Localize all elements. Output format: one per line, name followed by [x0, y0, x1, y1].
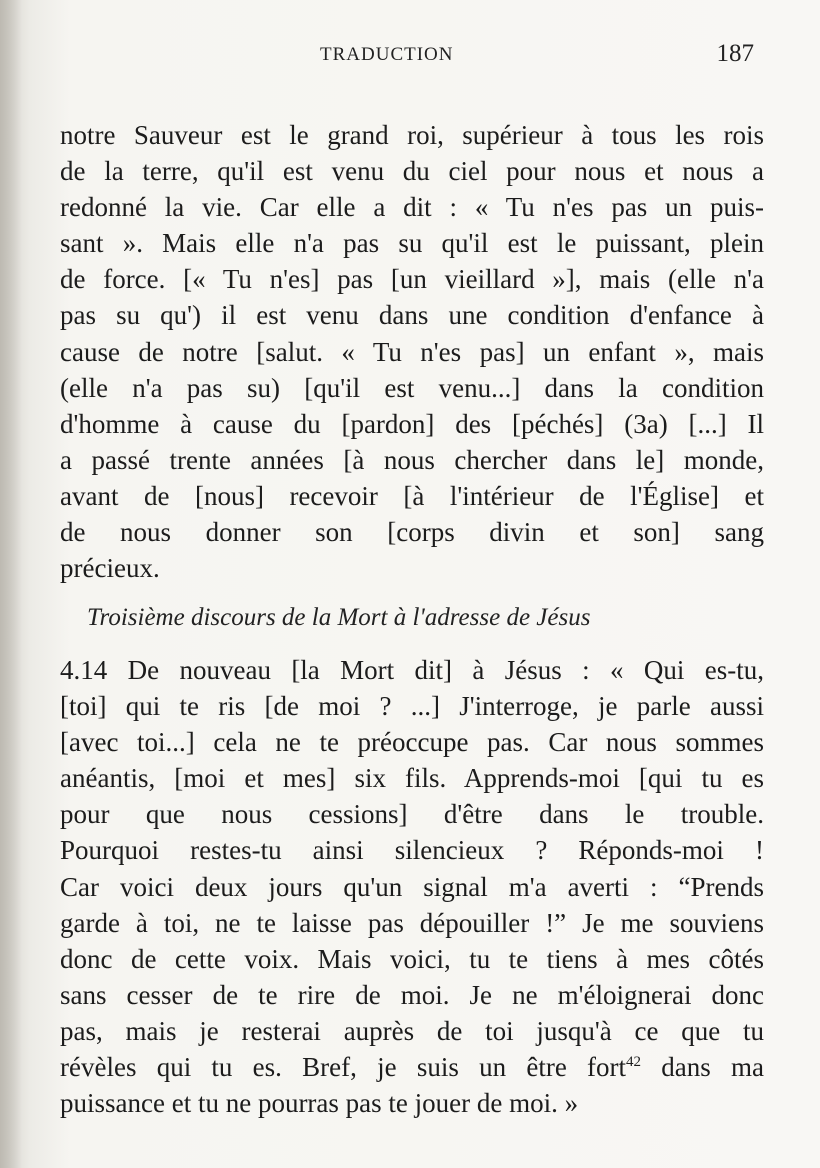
footnote-reference[interactable]: 42 — [626, 1054, 642, 1071]
text-line: de nous donner son [corps divin et son] sang — [60, 517, 764, 548]
text-line: (elle n'a pas su) [qu'il est venu...] dans la condition — [60, 372, 764, 403]
text-line: [toi] qui te ris [de moi ? ...] J'interroge, je parle aussi — [60, 691, 764, 722]
section-subheading: Troisième discours de la Mort à l'adresse de Jésus — [87, 604, 591, 631]
text-fragment: dans ma — [641, 1052, 764, 1083]
text-fragment: révèles qui tu es. Bref, je suis un être fort — [60, 1052, 627, 1083]
text-line: de la terre, qu'il est venu du ciel pour nous et nous a — [60, 156, 764, 187]
text-line: de force. [« Tu n'es] pas [un vieillard »], mais (elle n'a — [60, 264, 764, 295]
text-line: cause de notre [salut. « Tu n'es pas] un enfant », mais — [60, 336, 764, 367]
text-line: anéantis, [moi et mes] six fils. Apprends-moi [qui tu es — [60, 763, 764, 794]
text-line: précieux. — [60, 553, 160, 584]
text-line-with-footnote — [60, 1049, 764, 1085]
text-line: [avec toi...] cela ne te préoccupe pas. Car nous sommes — [60, 727, 764, 758]
paragraph-2 — [60, 652, 764, 1121]
page-gutter-shadow — [0, 0, 22, 1168]
text-line: pas su qu') il est venu dans une condition d'enfance à — [60, 300, 764, 331]
text-line: notre Sauveur est le grand roi, supérieur à tous les rois — [60, 120, 764, 150]
text-line: sant ». Mais elle n'a pas su qu'il est le puissant, plein — [60, 228, 764, 259]
text-line: sans cesser de te rire de moi. Je ne m'éloignerai donc — [60, 979, 764, 1010]
text-line: 4.14 De nouveau [la Mort dit] à Jésus : « Qui es-tu, — [60, 655, 764, 685]
text-line: puissance et tu ne pourras pas te jouer de moi. » — [60, 1088, 579, 1119]
text-line: d'homme à cause du [pardon] des [péchés] (3a) [...] Il — [60, 408, 764, 439]
text-line: pas, mais je resterai auprès de toi jusqu'à ce que tu — [60, 1015, 764, 1046]
text-line: a passé trente années [à nous chercher dans le] monde, — [60, 444, 764, 475]
text-line: Car voici deux jours qu'un signal m'a averti : “Prends — [60, 871, 764, 902]
text-line: avant de [nous] recevoir [à l'intérieur de l'Église] et — [60, 480, 764, 511]
text-line: pour que nous cessions] d'être dans le trouble. — [60, 799, 764, 830]
text-line: Pourquoi restes-tu ainsi silencieux ? Réponds-moi ! — [60, 835, 764, 866]
text-line: garde à toi, ne te laisse pas dépouiller !” Je me souviens — [60, 907, 764, 938]
page-number: 187 — [716, 40, 754, 67]
text-line: donc de cette voix. Mais voici, tu te tiens à mes côtés — [60, 943, 764, 974]
running-head: TRADUCTION — [320, 44, 454, 65]
paragraph-1 — [60, 117, 764, 586]
text-line: redonné la vie. Car elle a dit : « Tu n'es pas un puis- — [60, 192, 764, 223]
